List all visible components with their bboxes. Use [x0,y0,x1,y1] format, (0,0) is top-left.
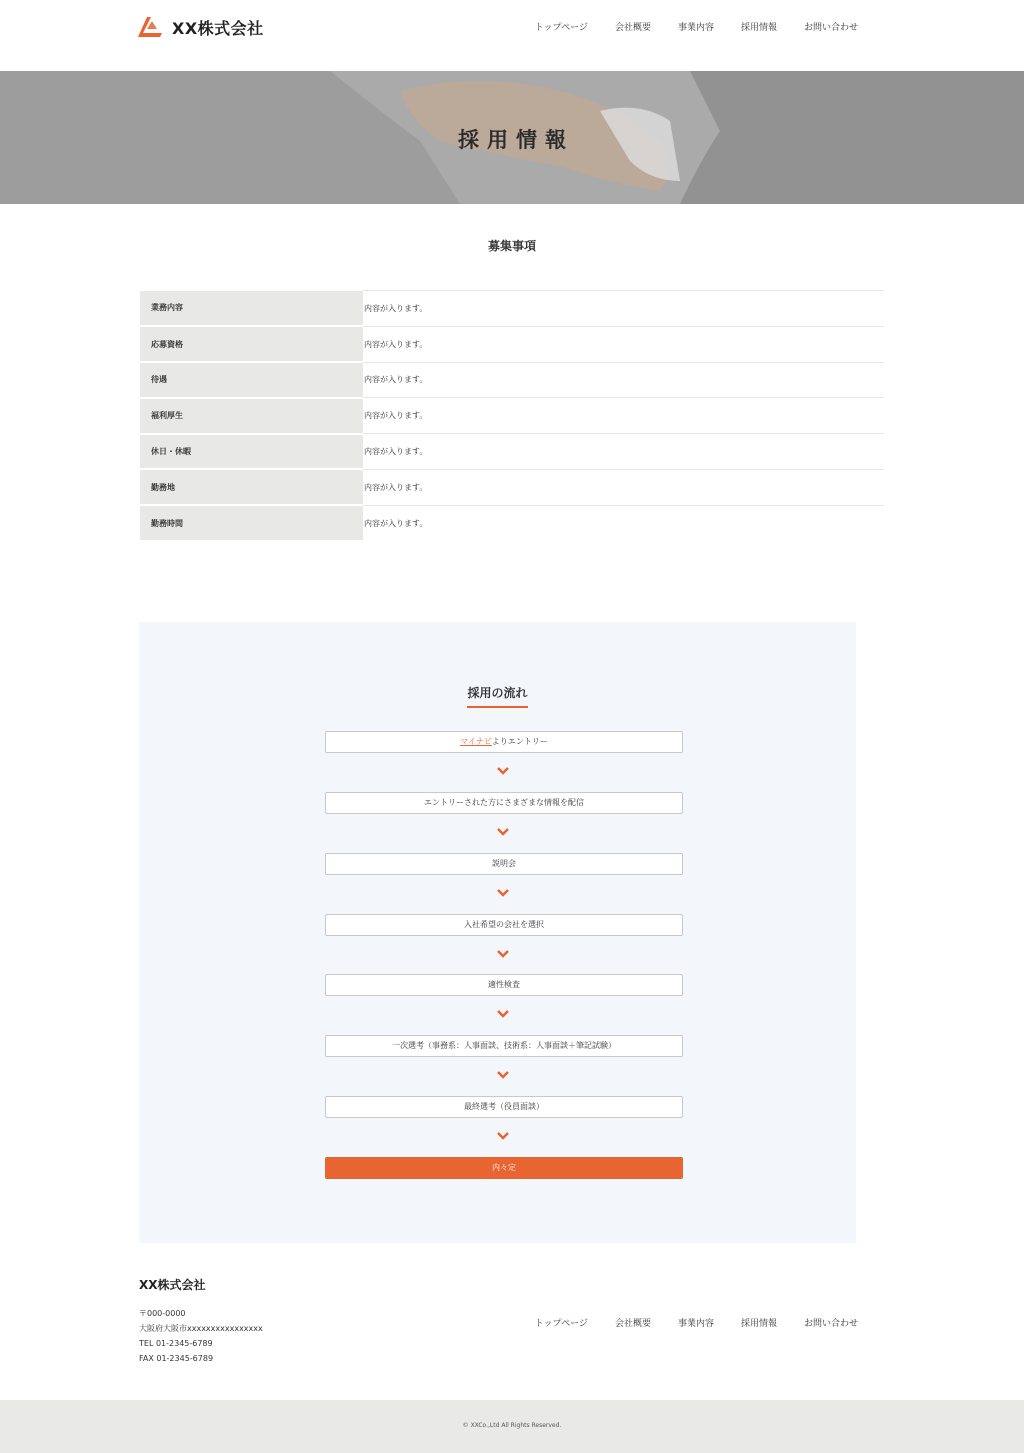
footer-address [139,1306,263,1366]
flow-title [139,682,856,708]
row-value: 内容が入ります。 [363,434,884,470]
row-value: 内容が入ります。 [363,362,884,398]
main-nav [508,20,858,33]
flow-step-final: 内々定 [325,1157,683,1179]
chevron-down-icon [496,1132,510,1140]
table-row [140,291,884,327]
footer-address-line: 大阪府大阪市xxxxxxxxxxxxxxxx [139,1324,263,1333]
page-title: 採用情報 [458,128,574,152]
footer-nav [508,1316,858,1329]
footer-nav-top[interactable]: トップページ [534,1319,588,1329]
row-label: 応募資格 [140,326,363,362]
row-value: 内容が入ります。 [363,326,884,362]
footer-tel: TEL 01-2345-6789 [139,1339,213,1348]
row-value: 内容が入ります。 [363,398,884,434]
chevron-down-icon [496,767,510,775]
row-label: 福利厚生 [140,398,363,434]
footer-nav-contact[interactable]: お問い合わせ [803,1319,858,1329]
row-label: 休日・休暇 [140,434,363,470]
table-row [140,362,884,398]
flow-step: 一次選考（事務系：人事面談、技術系：人事面談＋筆記試験） [325,1035,683,1057]
flow-step: 説明会 [325,853,683,875]
chevron-down-icon [496,889,510,897]
copyright-text: © XXCo.,Ltd All Rights Reserved. [462,1422,562,1429]
row-value: 内容が入ります。 [363,469,884,505]
company-name: XX株式会社 [172,18,264,38]
table-row [140,505,884,541]
flow-step-entry [325,731,683,753]
row-label: 勤務時間 [140,505,363,541]
chevron-down-icon [496,1071,510,1079]
row-label: 待遇 [140,362,363,398]
table-row [140,469,884,505]
hero-banner [0,71,1024,204]
footer-postal: 〒000-0000 [139,1309,186,1318]
logo-mark-icon [138,17,162,37]
flow-step: エントリーされた方にさまざまな情報を配信 [325,792,683,814]
chevron-down-icon [496,950,510,958]
table-row [140,398,884,434]
requirements-title: 募集事項 [487,239,536,253]
table-row [140,434,884,470]
chevron-down-icon [496,828,510,836]
footer-nav-business[interactable]: 事業内容 [677,1319,714,1329]
nav-top[interactable]: トップページ [534,23,588,33]
flow-step-text: よりエントリー [491,737,548,746]
flow-title-text: 採用の流れ [467,684,527,708]
nav-recruit[interactable]: 採用情報 [740,23,777,33]
footer-company-name: XX株式会社 [139,1278,206,1292]
chevron-down-icon [496,1010,510,1018]
nav-company[interactable]: 会社概要 [614,23,651,33]
row-label: 業務内容 [140,291,363,327]
flow-step: 入社希望の会社を選択 [325,914,683,936]
mynavi-link[interactable]: マイナビ [460,737,492,746]
row-value: 内容が入ります。 [363,291,884,327]
footer-nav-recruit[interactable]: 採用情報 [740,1319,777,1329]
logo[interactable] [138,15,264,39]
copyright-bar [0,1400,1024,1453]
flow-step: 適性検査 [325,974,683,996]
nav-business[interactable]: 事業内容 [677,23,714,33]
flow-step: 最終選考（役員面談） [325,1096,683,1118]
footer-fax: FAX 01-2345-6789 [139,1354,214,1363]
row-label: 勤務地 [140,469,363,505]
nav-contact[interactable]: お問い合わせ [803,23,858,33]
table-row [140,326,884,362]
recruitment-flow [139,622,856,1243]
footer-nav-company[interactable]: 会社概要 [614,1319,651,1329]
requirements-table [140,290,884,542]
row-value: 内容が入ります。 [363,505,884,541]
site-header [0,0,1024,71]
